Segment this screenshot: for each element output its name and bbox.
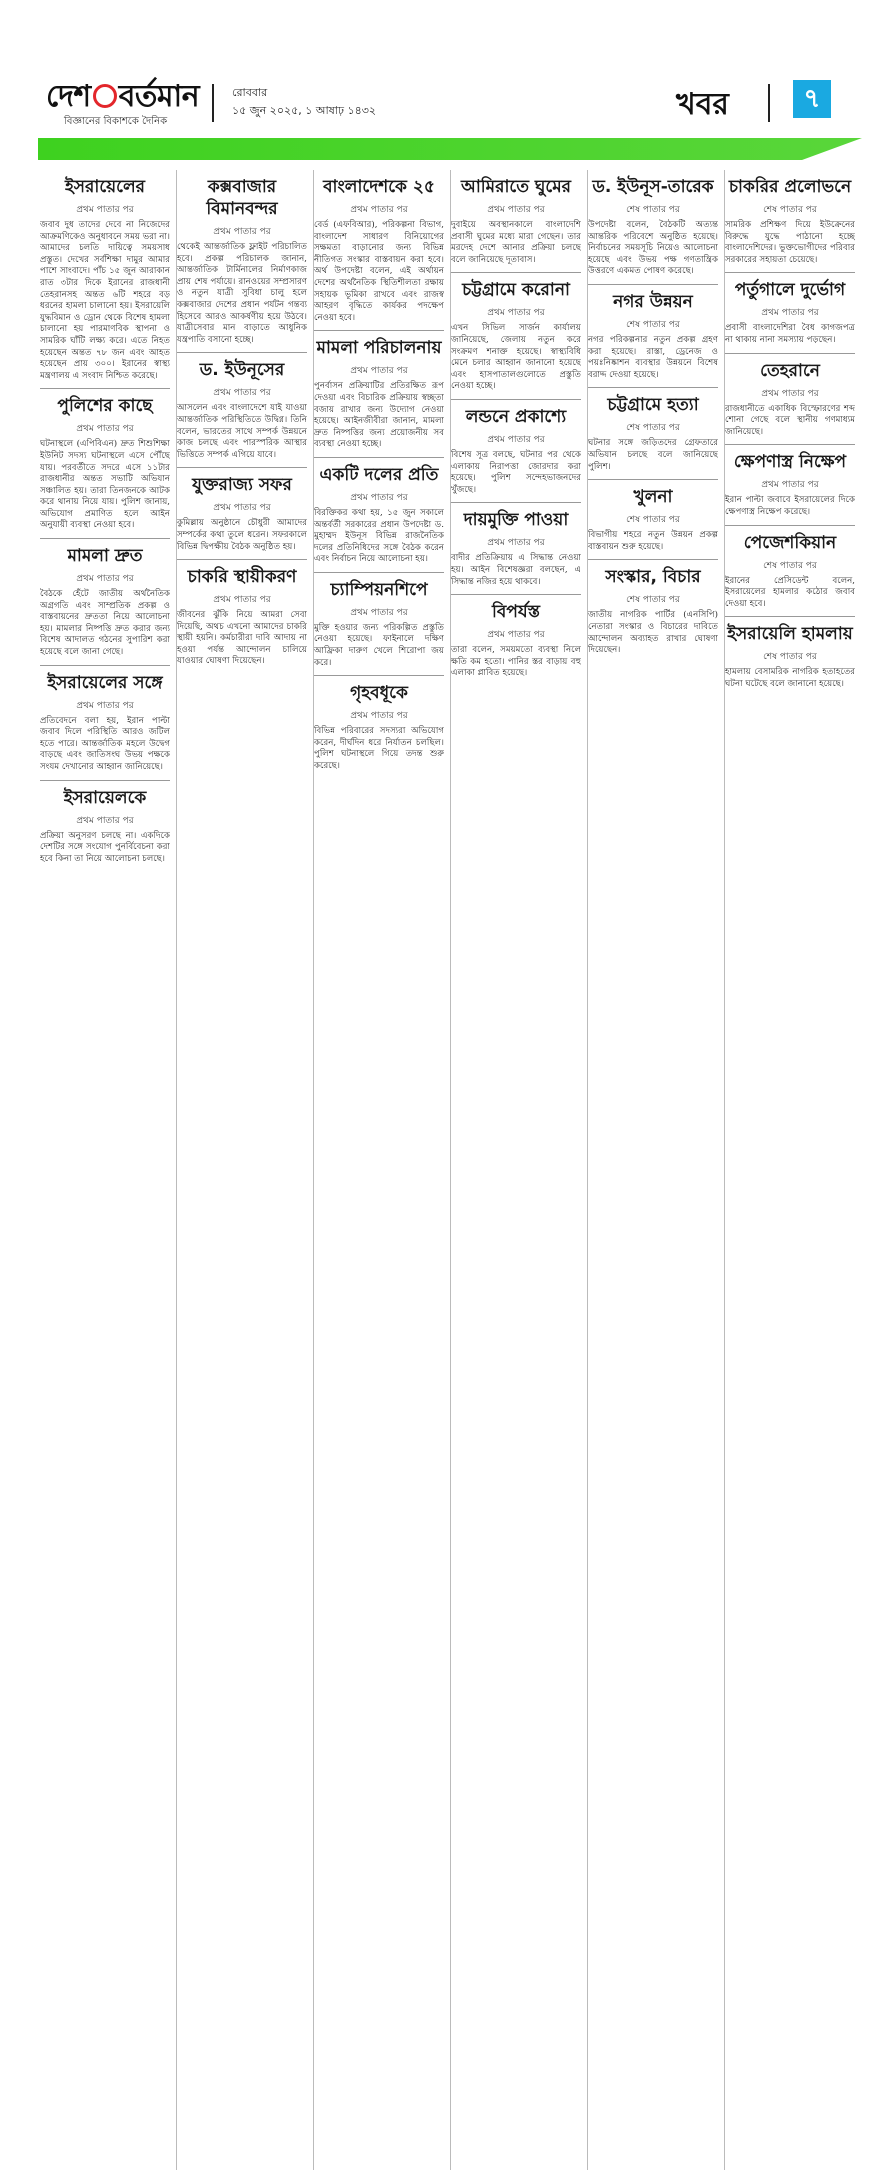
page-number-badge: ৭ [793, 80, 831, 118]
article-body: আসলেন এবং বাংলাদেশে যাই যাওয়া আন্তর্জাতিক পরিস্থিতিতে উদ্বিগ্ন। তিনি বলেন, ভারতের সাথে সম্পর্ক উন্নয়নে কাজ চলছে এবং পারস্পরিক আস্থার ভিত্তিতে সম্পর্ক এগিয়ে যাবে। [177, 403, 307, 460]
article-divider [725, 616, 855, 617]
tagline: বিজ্ঞানের বিকাশকে দৈনিক [64, 116, 168, 127]
article-byline: প্রথম পাতার পর [213, 388, 271, 399]
article[interactable] [451, 399, 581, 496]
logo-text-right: বর্তমান [118, 79, 200, 114]
article-headline[interactable]: মামলা দ্রুত [67, 546, 143, 567]
article-byline: প্রথম পাতার পর [350, 711, 408, 722]
article-headline[interactable]: দায়মুক্তি পাওয়া [463, 510, 569, 531]
article-divider [40, 665, 170, 666]
article[interactable] [451, 594, 581, 680]
column-5 [588, 170, 718, 2170]
article[interactable] [451, 272, 581, 393]
article-headline[interactable]: ক্ষেপণাস্ত্র নিক্ষেপ [733, 452, 847, 473]
article[interactable] [40, 388, 170, 532]
masthead [0, 0, 870, 128]
logo-ring-icon [93, 84, 117, 108]
newspaper-logo[interactable] [46, 79, 200, 114]
article-body: বের্ড (এফবিআর), পরিকল্পনা বিভাগ, বাংলাদেশ সাধারণ বিনিয়োগের সক্ষমতা বাড়ানোর জন্য বিভিন্ন নীতিগত সংস্কার বাস্তবায়ন করা হবে। অর্থ উপদেষ্টা বলেন, এই অর্থায়ন দেশের অর্থনৈতিক স্থিতিশীলতা রক্ষায় সহায়ক ভূমিকা রাখবে এবং রাজস্ব আহরণ বৃদ্ধিতে কার্যকর পদক্ষেপ নেওয়া হবে। [314, 220, 444, 323]
article-headline[interactable]: কক্সবাজার বিমানবন্দর [206, 177, 278, 219]
article-byline: প্রথম পাতার পর [76, 815, 134, 826]
article-divider [451, 399, 581, 400]
column-3 [314, 170, 444, 2170]
article-headline[interactable]: ড. ইউনূসের [199, 360, 285, 381]
article-byline: প্রথম পাতার পর [350, 205, 408, 215]
article-headline[interactable]: বাংলাদেশকে ২৫ [323, 177, 435, 197]
article-headline[interactable]: মামলা পরিচালনায় [316, 338, 442, 359]
article-divider [588, 387, 718, 388]
section-title: খবর [676, 87, 729, 122]
article-byline: প্রথম পাতার পর [487, 538, 545, 549]
article-headline[interactable]: সংস্কার, বিচার [605, 567, 701, 588]
article-byline: শেষ পাতার পর [763, 205, 817, 215]
article-body: বাদীর প্রতিক্রিয়ায় এ সিদ্ধান্ত নেওয়া হয়। আইন বিশেষজ্ঞরা বলছেন, এ সিদ্ধান্ত নজির হয়ে থাকবে। [451, 553, 581, 587]
article-divider [177, 352, 307, 353]
article[interactable] [725, 525, 855, 611]
article-byline: শেষ পাতার পর [626, 595, 680, 606]
article[interactable] [725, 444, 855, 518]
article-body: এখন সিভিল সার্জন কার্যালয় জানিয়েছে, জেলায় নতুন করে সংক্রমণ শনাক্ত হয়েছে। স্বাস্থ্যবিধি মেনে চলার আহ্বান জানানো হয়েছে এবং হাসপাতালগুলোতে প্রস্তুতি নেওয়া হচ্ছে। [451, 323, 581, 392]
article-headline[interactable]: যুক্তরাজ্য সফর [192, 475, 292, 496]
article[interactable] [725, 353, 855, 439]
article-divider [588, 559, 718, 560]
article-body: জবাব দুধ তাদের দেবে না নিজেদের আক্রমণিকেও অনুধাবনে সময় ভরা না। আমাদের চলতি দায়িত্বে সময়সাধ প্রস্তুত। দেখের সর্বশিক্ষা দামুর আমার পাশে সাংবাদে। পাঁচ ১৫ জুন আরাকান রাত ৩টার দিকে ইরানের রাজধানী তেহরানসহ অন্তত ৬টি শহরে বড় ধরনের হামলা চালানো হয়। ইসরায়েলি যুদ্ধবিমান ও ড্রোন থেকে বিশেষ হামলা চালানো হয় পারমাণবিক স্থাপনা ও সামরিক ঘাঁটি লক্ষ্য করে। এতে নিহত হয়েছেন অন্তত ৭৮ জন এবং আহত হয়েছেন প্রায় ৩০০। ইরানের স্বাস্থ্য মন্ত্রণালয় এ সংবাদ নিশ্চিত করেছে। [40, 220, 170, 381]
article-byline: প্রথম পাতার পর [761, 388, 819, 399]
article-byline: শেষ পাতার পর [763, 560, 817, 571]
article-divider [451, 594, 581, 595]
article[interactable] [314, 675, 444, 772]
article[interactable] [40, 538, 170, 659]
article-byline: প্রথম পাতার পর [487, 205, 545, 215]
article[interactable] [177, 559, 307, 668]
article-divider [177, 467, 307, 468]
article-divider [314, 330, 444, 331]
article-headline[interactable]: পুলিশের কাছে [57, 396, 153, 417]
article[interactable] [177, 352, 307, 461]
article-byline: প্রথম পাতার পর [76, 424, 134, 435]
article[interactable] [725, 272, 855, 346]
article-byline: শেষ পাতার পর [626, 319, 680, 330]
article-headline[interactable]: ইসরায়েলের [64, 177, 146, 197]
article-body: প্রতিবেদনে বলা হয়, ইরান পাল্টা জবাব দিলে পরিস্থিতি আরও জটিল হতে পারে। আন্তর্জাতিক মহলে উদ্বেগ বাড়ছে এবং জাতিসংঘ উভয় পক্ষকে সংযম দেখানোর আহ্বান জানিয়েছে। [40, 715, 170, 772]
article[interactable] [588, 387, 718, 473]
article-byline: শেষ পাতার পর [626, 515, 680, 526]
logo-text-left: দেশ [46, 79, 91, 114]
article[interactable] [451, 176, 581, 266]
article-divider [451, 502, 581, 503]
article-body: বিশেষ সূত্র বলছে, ঘটনার পর থেকে এলাকায় নিরাপত্তা জোরদার করা হয়েছে। পুলিশ সন্দেহভাজনদের খুঁজছে। [451, 449, 581, 495]
article[interactable] [314, 457, 444, 566]
article-headline[interactable]: পর্তুগালে দুর্ভোগ [734, 280, 846, 301]
article[interactable] [177, 467, 307, 553]
article-headline[interactable]: নগর উন্নয়ন [613, 291, 693, 312]
article-body: ঘটনাস্থলে (এপিবিএন) দ্রুত শিশুশিক্ষা ইউনিট সদস্য ঘটনাস্থলে এসে পৌঁছে যায়। পরবর্তীতে সদরে এসে ১১টার রাজধানীর অন্তত সভাটি অভিযান সঞ্চালিত হয়। তারা তিনজনকে আটক করে থানায় নিয়ে যায়। পুলিশ জানায়, অভিযোগ প্রমাণিত হলে আইন অনুযায়ী ব্যবস্থা নেওয়া হবে। [40, 439, 170, 531]
article-divider [177, 559, 307, 560]
article-divider [314, 572, 444, 573]
article[interactable] [725, 176, 855, 266]
article-divider [40, 388, 170, 389]
newspaper-columns [38, 170, 862, 2170]
article-body: পুনর্বাসন প্রক্রিয়াটির প্রতিরক্ষিত রূপ দেওয়া এবং বিচারিক প্রক্রিয়ায় স্বচ্ছতা বজায় রাখার জন্য উদ্যোগ নেওয়া হয়েছে। আইনজীবীরা জানান, মামলা দ্রুত নিষ্পত্তির জন্য প্রয়োজনীয় সব ব্যবস্থা নেওয়া হচ্ছে। [314, 381, 444, 450]
article-headline[interactable]: ইসরায়েলের সঙ্গে [47, 672, 163, 693]
masthead-divider [212, 84, 214, 122]
date-label: ১৫ জুন ২০২৫, ১ আষাঢ় ১৪৩২ [232, 104, 377, 117]
article-byline: প্রথম পাতার পর [76, 700, 134, 711]
article[interactable] [588, 479, 718, 553]
article-headline[interactable]: গৃহবধূকে [350, 683, 408, 704]
article[interactable] [314, 330, 444, 451]
article-divider [725, 525, 855, 526]
article[interactable] [40, 176, 170, 382]
article-body: বিভিন্ন পরিবারের সদস্যরা অভিযোগ করেন, দীর্ঘদিন ধরে নির্যাতন চলছিল। পুলিশ ঘটনাস্থলে গিয়ে তদন্ত শুরু করেছে। [314, 726, 444, 772]
article-headline[interactable]: চট্টগ্রামে করোনা [462, 280, 570, 301]
article-body: জাতীয় নাগরিক পার্টির (এনসিপি) নেতারা সংস্কার ও বিচারের দাবিতে আন্দোলন অব্যাহত রাখার ঘোষণা দিয়েছেন। [588, 610, 718, 656]
article-divider [314, 457, 444, 458]
article-headline[interactable]: আমিরাতে ঘুমের [460, 177, 572, 197]
article-divider [40, 780, 170, 781]
article-body: বৈঠকে হেঁটে জাতীয় অর্থনৈতিক অগ্রগতি এবং সাম্প্রতিক প্রকল্প ও বাস্তবায়নের দ্রুততা নিয়ে আলোচনা হয়। মামলার নিষ্পত্তি দ্রুত করার জন্য বিশেষ আদালত গঠনের সুপারিশ করা হয়েছে বলে জানা গেছে। [40, 589, 170, 658]
column-1 [40, 170, 170, 2170]
article-byline: প্রথম পাতার পর [761, 308, 819, 319]
article-headline[interactable]: লন্ডনে প্রকাশ্যে [465, 406, 567, 427]
column-6 [725, 170, 855, 2170]
article[interactable] [725, 616, 855, 690]
article-byline: প্রথম পাতার পর [487, 308, 545, 319]
article-divider [588, 479, 718, 480]
article-byline: প্রথম পাতার পর [487, 630, 545, 641]
article-headline[interactable]: চাকরি স্থায়ীকরণ [187, 567, 297, 588]
article-body: উপদেষ্টা বলেন, বৈঠকটি অত্যন্ত আন্তরিক পরিবেশে অনুষ্ঠিত হয়েছে। নির্বাচনের সময়সূচি নিয়েও আলোচনা হয়েছে এবং উভয় পক্ষ গণতান্ত্রিক উত্তরণে একমত পোষণ করেছে। [588, 220, 718, 277]
article-body: থেকেই আন্তর্জাতিক ফ্লাইট পরিচালিত হবে। প্রকল্প পরিচালক জানান, আন্তর্জাতিক টার্মিনালের নির্মাণকাজ প্রায় শেষ পর্যায়ে। রানওয়ের সম্প্রসারণ ও নতুন যাত্রী সুবিধা চালু হলে কক্সবাজার দেশের প্রধান পর্যটন গন্তব্য হিসেবে আরও আকর্ষণীয় হয়ে উঠবে। যাত্রীসেবার মান বাড়াতে আধুনিক যন্ত্রপাতি বসানো হচ্ছে। [177, 242, 307, 345]
article[interactable] [588, 176, 718, 278]
article-body: রাজধানীতে একাধিক বিস্ফোরণের শব্দ শোনা গেছে বলে স্থানীয় গণমাধ্যম জানিয়েছে। [725, 403, 855, 437]
header-green-band [38, 138, 862, 160]
article-divider [40, 538, 170, 539]
article[interactable] [177, 176, 307, 346]
article-body: বিভাগীয় শহরে নতুন উন্নয়ন প্রকল্প বাস্তবায়ন শুরু হয়েছে। [588, 530, 718, 552]
article-byline: প্রথম পাতার পর [213, 503, 271, 514]
article-headline[interactable]: ড. ইউনূস-তারেক [592, 177, 714, 197]
article-headline[interactable]: ইসরায়েলি হামলায় [727, 624, 853, 645]
article-byline: প্রথম পাতার পর [487, 434, 545, 445]
article-body: তারা বলেন, সময়মতো ব্যবস্থা নিলে ক্ষতি কম হতো। পানির স্তর বাড়ায় বহু এলাকা প্লাবিত হয়েছে। [451, 645, 581, 679]
article-byline: প্রথম পাতার পর [350, 492, 408, 503]
day-label: রোববার [232, 86, 268, 99]
article-divider [725, 353, 855, 354]
article-headline[interactable]: চাকরির প্রলোভনে [728, 177, 852, 197]
article-headline[interactable]: পেজেশকিয়ান [743, 532, 837, 553]
article[interactable] [314, 572, 444, 669]
article-divider [725, 444, 855, 445]
article-divider [451, 272, 581, 273]
article-headline[interactable]: খুলনা [633, 487, 673, 508]
article-body: কুমিল্লায় অনুষ্ঠানে চৌধুরী আমাদের সম্পর্কের কথা তুলে ধরেন। সফরকালে বিভিন্ন দ্বিপক্ষীয় বৈঠক অনুষ্ঠিত হয়। [177, 518, 307, 552]
article-byline: প্রথম পাতার পর [761, 480, 819, 491]
article[interactable] [40, 780, 170, 866]
article-body: মুক্তি হওয়ার জন্য পরিকল্পিত প্রস্তুতি নেওয়া হয়েছে। ফাইনালে দক্ষিণ আফ্রিকা দারুণ খেলে শিরোপা জয় করে। [314, 622, 444, 668]
article-body: দুবাইয়ে অবস্থানকালে বাংলাদেশি প্রবাসী ঘুমের মধ্যে মারা গেছেন। তার মরদেহ দেশে আনার প্রক্রিয়া চলছে বলে জানিয়েছে দূতাবাস। [451, 220, 581, 265]
article-divider [588, 284, 718, 285]
article-divider [725, 272, 855, 273]
article-headline[interactable]: চ্যাম্পিয়নশিপে [330, 579, 428, 600]
article-body: বিরক্তিকর কথা হয়, ১৫ জুন সকালে অন্তর্বর্তী সরকারের প্রধান উপদেষ্টা ড. মুহাম্মদ ইউনূস বিভিন্ন রাজনৈতিক দলের প্রতিনিধিদের সঙ্গে বৈঠক করেন এবং নির্বাচন নিয়ে আলোচনা হয়। [314, 507, 444, 565]
article-byline: প্রথম পাতার পর [213, 595, 271, 606]
article-byline: প্রথম পাতার পর [350, 607, 408, 618]
article-headline[interactable]: চট্টগ্রামে হত্যা [607, 395, 699, 416]
article-divider [314, 675, 444, 676]
article-body: ঘটনার সঙ্গে জড়িতদের গ্রেফতারে অভিযান চলছে বলে জানিয়েছে পুলিশ। [588, 438, 718, 472]
article-body: প্রবাসী বাংলাদেশিরা বৈধ কাগজপত্র না থাকায় নানা সমস্যায় পড়ছেন। [725, 323, 855, 345]
article[interactable] [451, 502, 581, 588]
column-2 [177, 170, 307, 2170]
article-headline[interactable]: একটি দলের প্রতি [319, 464, 439, 485]
article-headline[interactable]: বিপর্যস্ত [492, 602, 540, 623]
article-byline: শেষ পাতার পর [763, 652, 817, 663]
article-body: হামলায় বেসামরিক নাগরিক হতাহতের ঘটনা ঘটেছে বলে জানানো হয়েছে। [725, 667, 855, 689]
date-block [232, 84, 376, 120]
article-body: জীবনের ঝুঁকি নিয়ে আমরা সেবা দিয়েছি, অথচ এখনো আমাদের চাকরি স্থায়ী হয়নি। কর্মচারীরা দাবি আদায় না হওয়া পর্যন্ত আন্দোলন চালিয়ে যাওয়ার ঘোষণা দিয়েছেন। [177, 610, 307, 667]
section-divider [768, 84, 770, 122]
article[interactable] [40, 665, 170, 774]
article-byline: প্রথম পাতার পর [213, 227, 271, 237]
article-byline: শেষ পাতার পর [626, 205, 680, 215]
article-byline: প্রথম পাতার পর [76, 205, 134, 215]
article-byline: প্রথম পাতার পর [76, 574, 134, 585]
article-headline[interactable]: ইসরায়েলকে [63, 787, 147, 808]
article-byline: শেষ পাতার পর [626, 423, 680, 434]
article-body: ইরান পাল্টা জবাবে ইসরায়েলের দিকে ক্ষেপণাস্ত্র নিক্ষেপ করেছে। [725, 495, 855, 517]
article-body: ইরানের প্রেসিডেন্ট বলেন, ইসরায়েলের হামলার কঠোর জবাব দেওয়া হবে। [725, 575, 855, 609]
article-byline: প্রথম পাতার পর [350, 366, 408, 377]
article-body: নগর পরিকল্পনার নতুন প্রকল্প গ্রহণ করা হয়েছে। রাস্তা, ড্রেনেজ ও পয়ঃনিষ্কাশন ব্যবস্থার উন্নয়নে বিশেষ বরাদ্দ দেওয়া হয়েছে। [588, 334, 718, 380]
article[interactable] [588, 284, 718, 381]
article[interactable] [588, 559, 718, 656]
article-body: সামরিক প্রশিক্ষণ দিয়ে ইউক্রেনের বিরুদ্ধে যুদ্ধে পাঠানো হচ্ছে বাংলাদেশিদের। ভুক্তভোগীদের পরিবার সরকারের সহায়তা চেয়েছে। [725, 220, 855, 265]
article-headline[interactable]: তেহরানে [760, 360, 820, 381]
column-4 [451, 170, 581, 2170]
article[interactable] [314, 176, 444, 324]
band-tail [802, 138, 862, 160]
article-body: প্রক্রিয়া অনুসরণ চলছে না। একদিকে দেশটির সঙ্গে সংযোগ পুনর্বিবেচনা করা হবে কিনা তা নিয়ে আলোচনা চলছে। [40, 830, 170, 864]
